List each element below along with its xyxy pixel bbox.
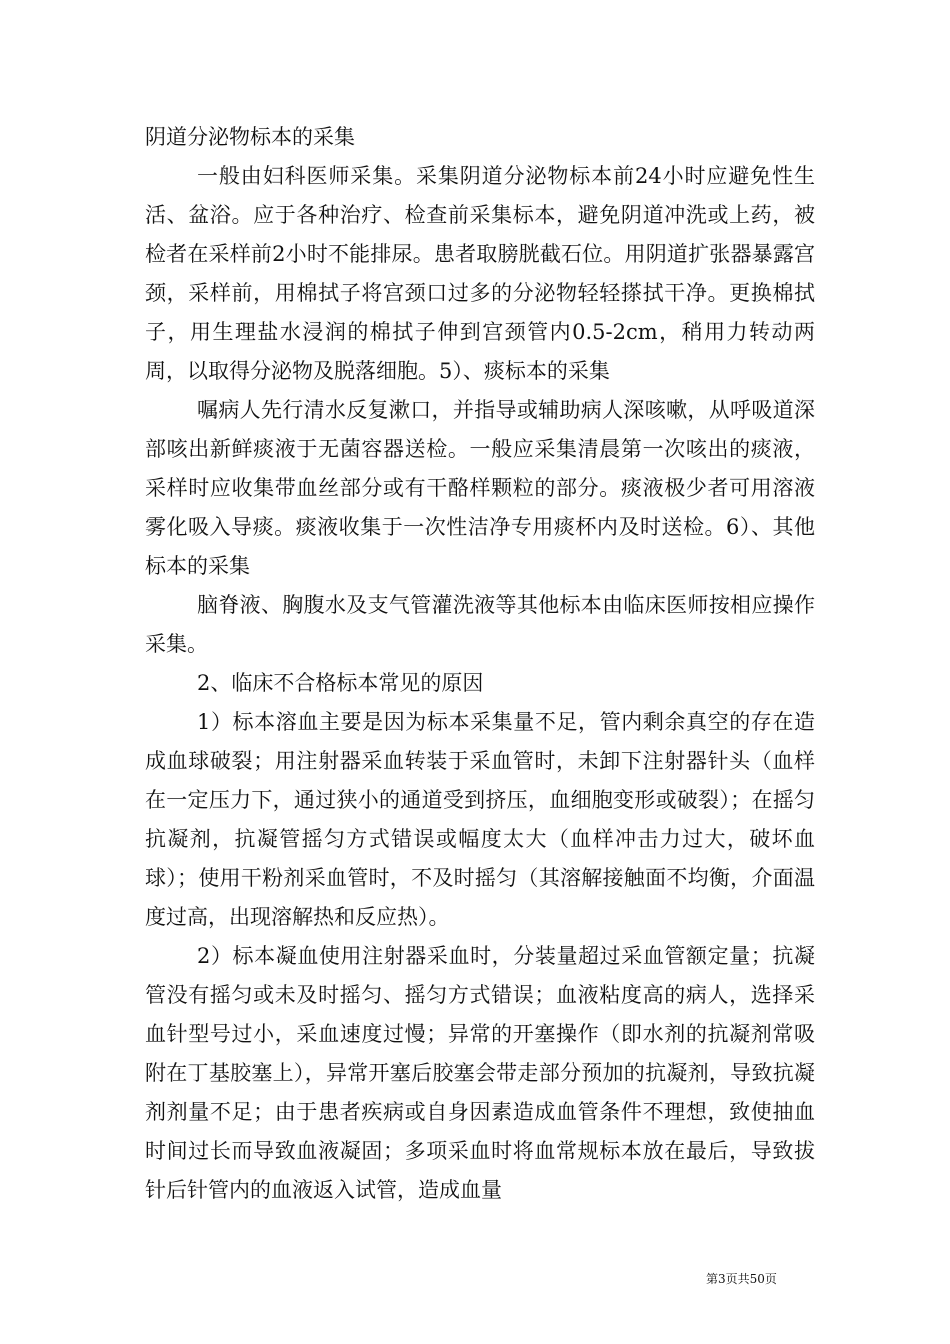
- paragraph-sputum: 嘱病人先行清水反复漱口，并指导或辅助病人深咳嗽，从呼吸道深部咳出新鲜痰液于无菌容器送检。一般应采集清晨第一次咳出的痰液，采样时应收集带血丝部分或有干酪样颗粒的部分。痰液极少者可用溶液雾化吸入导痰。痰液收集于一次性洁净专用痰杯内及时送检。6）、其他标本的采集: [145, 398, 815, 578]
- paragraph-vaginal-secretion: 一般由妇科医师采集。采集阴道分泌物标本前24小时应避免性生活、盆浴。应于各种治疗、检查前采集标本，避免阴道冲洗或上药，被检者在采样前2小时不能排尿。患者取膀胱截石位。用阴道扩张器暴露宫颈，采样前，用棉拭子将宫颈口过多的分泌物轻轻搽拭干净。更换棉拭子，用生理盐水浸润的棉拭子伸到宫颈管内0.5-2cm，稍用力转动两周，以取得分泌物及脱落细胞。5）、痰标本的采集: [145, 164, 815, 383]
- paragraph-coagulation: 2）标本凝血使用注射器采血时，分装量超过采血管额定量；抗凝管没有摇匀或未及时摇匀、摇匀方式错误；血液粘度高的病人，选择采血针型号过小，采血速度过慢；异常的开塞操作（即水剂的抗凝剂常吸附在丁基胶塞上），异常开塞后胶塞会带走部分预加的抗凝剂，导致抗凝剂剂量不足；由于患者疾病或自身因素造成血管条件不理想，致使抽血时间过长而导致血液凝固；多项采血时将血常规标本放在最后，导致拔针后针管内的血液返入试管，造成血量: [145, 944, 815, 1202]
- paragraph-unqualified-heading: 2、临床不合格标本常见的原因: [197, 671, 484, 695]
- section-heading: 阴道分泌物标本的采集: [145, 125, 355, 149]
- document-body: [145, 118, 815, 1210]
- paragraph-other-specimens: 脑脊液、胸腹水及支气管灌洗液等其他标本由临床医师按相应操作采集。: [145, 593, 815, 656]
- page-number: 第3页共50页: [706, 1272, 777, 1286]
- paragraph-hemolysis: 1）标本溶血主要是因为标本采集量不足，管内剩余真空的存在造成血球破裂；用注射器采血转装于采血管时，未卸下注射器针头（血样在一定压力下，通过狭小的通道受到挤压，血细胞变形或破裂）；在摇匀抗凝剂，抗凝管摇匀方式错误或幅度太大（血样冲击力过大，破坏血球）；使用干粉剂采血管时，不及时摇匀（其溶解接触面不均衡，介面温度过高，出现溶解热和反应热）。: [145, 710, 815, 929]
